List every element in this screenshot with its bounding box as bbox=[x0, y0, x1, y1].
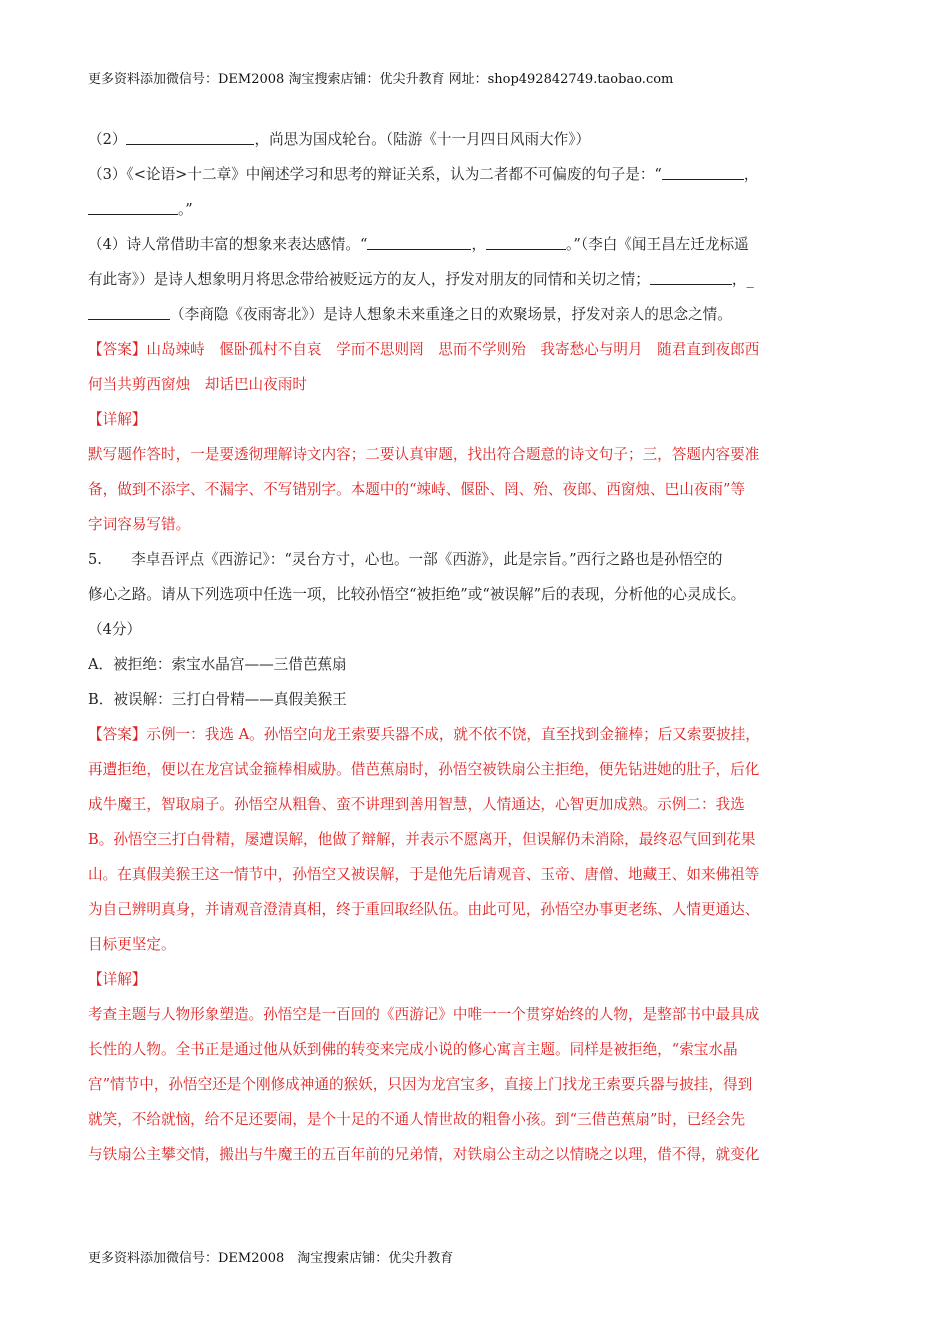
detail-1-line: 字词容易写错。 bbox=[88, 516, 191, 533]
detail-2-line: 宫”情节中，孙悟空还是个刚修成神通的猴妖，只因为龙宫宝多，直接上门找龙王索要兵器与披挂，得到 bbox=[88, 1076, 753, 1093]
q3-blank-2 bbox=[88, 200, 178, 215]
answer-2-line: B。孙悟空三打白骨精，屡遭误解，他做了辩解，并表示不愿离开，但误解仍未消除，最终忍气回到花果 bbox=[88, 831, 756, 848]
q4-text-e: ，_ bbox=[731, 271, 754, 288]
question-4-line-2 bbox=[88, 262, 863, 297]
detail-2-line: 长性的人物。全书正是通过他从妖到佛的转变来完成小说的修心寓言主题。同样是被拒绝，“索宝水晶 bbox=[88, 1041, 738, 1058]
q3-comma: ， bbox=[743, 166, 759, 183]
question-4-line-3 bbox=[88, 297, 863, 332]
detail-2-line: 与铁扇公主攀交情，搬出与牛魔王的五百年前的兄弟情，对铁扇公主动之以情晓之以理，借不得，就变化 bbox=[88, 1146, 760, 1163]
q3-blank-1 bbox=[662, 165, 744, 180]
question-3-line-1 bbox=[88, 157, 863, 192]
q2-suffix: ，尚思为国戍轮台。（陆游《十一月四日风雨大作》） bbox=[254, 131, 591, 148]
q4-blank-1 bbox=[367, 235, 471, 250]
answer-2-line: 山。在真假美猴王这一情节中，孙悟空又被误解，于是他先后请观音、玉帝、唐僧、地藏王、如来佛祖等 bbox=[88, 866, 760, 883]
detail-2-line: 考查主题与人物形象塑造。孙悟空是一百回的《西游记》中唯一一个贯穿始终的人物，是整部书中最具成 bbox=[88, 1006, 760, 1023]
q4-comma: ， bbox=[471, 236, 487, 253]
answer-1-line-1: 【答案】山岛竦峙 偃卧孤村不自哀 学而不思则罔 思而不学则殆 我寄愁心与明月 随君直到夜郎西 bbox=[88, 341, 760, 358]
option-b: B．被误解：三打白骨精——真假美猴王 bbox=[88, 691, 347, 708]
q4-text-d: 有此寄》）是诗人想象明月将思念带给被贬远方的友人，抒发对朋友的同情和关切之情； bbox=[88, 271, 650, 288]
question-2 bbox=[88, 122, 863, 157]
q4-blank-2 bbox=[486, 235, 566, 250]
q4-text-c: 。”（李白《闻王昌左迁龙标遥 bbox=[566, 236, 749, 253]
question-5-line-2: 修心之路。请从下列选项中任选一项，比较孙悟空“被拒绝”或“被误解”后的表现，分析他的心灵成长。 bbox=[88, 586, 746, 603]
q4-blank-4 bbox=[88, 305, 170, 320]
q2-prefix: （2） bbox=[88, 131, 127, 148]
page-footer: 更多资料添加微信号：DEM2008 淘宝搜索店铺：优尖升教育 bbox=[88, 1251, 454, 1266]
q4-blank-3 bbox=[650, 270, 732, 285]
q4-text-f: （李商隐《夜雨寄北》）是诗人想象未来重逢之日的欢聚场景，抒发对亲人的思念之情。 bbox=[170, 306, 732, 323]
q3-text: （3）《<论语>十二章》中阐述学习和思考的辩证关系，认为二者都不可偏废的句子是：“ bbox=[88, 166, 662, 183]
answer-2-line: 为自己辨明真身，并请观音澄清真相，终于重回取经队伍。由此可见，孙悟空办事更老练、人情更通达、 bbox=[88, 901, 760, 918]
q2-blank bbox=[126, 130, 254, 145]
option-a: A．被拒绝：索宝水晶宫——三借芭蕉扇 bbox=[88, 656, 347, 673]
detail-1-line: 备，做到不添字、不漏字、不写错别字。本题中的“竦峙、偃卧、罔、殆、夜郎、西窗烛、巴山夜雨”等 bbox=[88, 481, 746, 498]
question-5-score: （4分） bbox=[88, 621, 142, 638]
question-3-line-2 bbox=[88, 192, 863, 227]
document-body bbox=[88, 122, 863, 1172]
page-header: 更多资料添加微信号：DEM2008 淘宝搜索店铺：优尖升教育 网址：shop492842749.taobao.com bbox=[88, 72, 674, 87]
detail-1-line: 默写题作答时，一是要透彻理解诗文内容；二要认真审题，找出符合题意的诗文句子；三，答题内容要准 bbox=[88, 446, 760, 463]
question-4-line-1 bbox=[88, 227, 863, 262]
answer-2-line: 【答案】示例一：我选 A。孙悟空向龙王索要兵器不成，就不依不饶，直至找到金箍棒；后又索要披挂， bbox=[88, 726, 760, 743]
answer-1-line-2: 何当共剪西窗烛 却话巴山夜雨时 bbox=[88, 376, 307, 393]
detail-2-line: 就笑，不给就恼，给不足还要闹，是个十足的不通人情世故的粗鲁小孩。到“三借芭蕉扇”时，已经会先 bbox=[88, 1111, 746, 1128]
detail-2-label: 【详解】 bbox=[88, 971, 147, 988]
detail-1-label: 【详解】 bbox=[88, 411, 147, 428]
q4-text-a: （4）诗人常借助丰富的想象来表达感情。“ bbox=[88, 236, 368, 253]
answer-2-line: 目标更坚定。 bbox=[88, 936, 176, 953]
answer-2-line: 成牛魔王，智取扇子。孙悟空从粗鲁、蛮不讲理到善用智慧，人情通达，心智更加成熟。示例二：我选 bbox=[88, 796, 745, 813]
q3-end: 。” bbox=[178, 201, 193, 218]
answer-2-line: 再遭拒绝，便以在龙宫试金箍棒相威胁。借芭蕉扇时，孙悟空被铁扇公主拒绝，便先钻进她的肚子，后化 bbox=[88, 761, 760, 778]
question-5-line-1: 5. 李卓吾评点《西游记》：“灵台方寸，心也。一部《西游》，此是宗旨。”西行之路也是孙悟空的 bbox=[88, 551, 723, 568]
